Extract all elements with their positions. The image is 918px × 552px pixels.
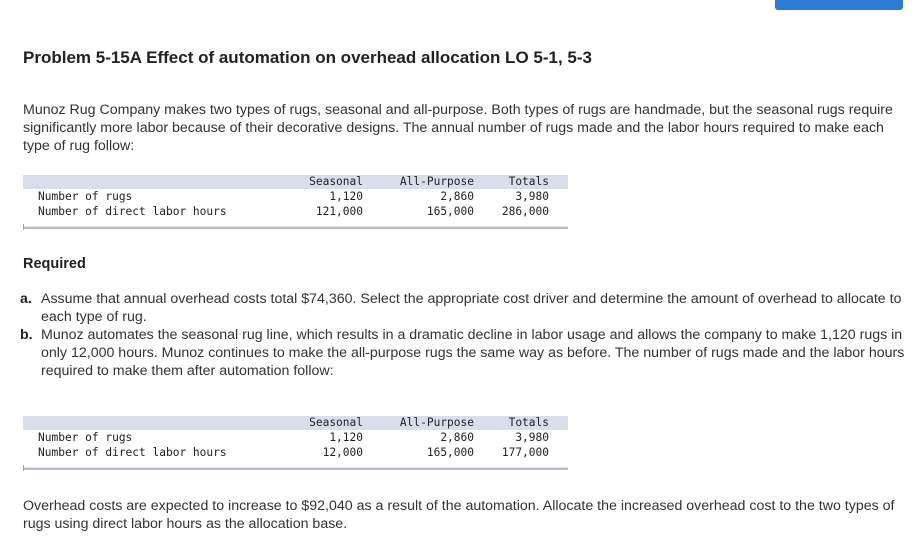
requirement-a (20, 290, 913, 326)
row-label: Number of rugs (38, 190, 133, 203)
cell-seasonal: 121,000 (315, 205, 363, 218)
header-totals: Totals (508, 175, 549, 188)
cell-all-purpose: 2,860 (440, 190, 474, 203)
rugs-table-before-automation (23, 175, 568, 233)
header-totals: Totals (508, 416, 549, 429)
requirements-list (20, 290, 913, 380)
header-all-purpose: All-Purpose (399, 175, 474, 188)
table-row (23, 446, 568, 461)
row-label: Number of rugs (38, 431, 133, 444)
closing-paragraph: Overhead costs are expected to increase to $92,040 as a result of the automation. Allocate the increased overhead cost to the two types of rugs using direct labor hours as the allocation base. (23, 498, 895, 532)
requirement-label: a. (20, 291, 32, 307)
row-label: Number of direct labor hours (38, 205, 227, 218)
cell-totals: 177,000 (501, 446, 549, 459)
table-header-row (23, 175, 568, 190)
cell-totals: 286,000 (501, 205, 549, 218)
cell-totals: 3,980 (515, 431, 549, 444)
cell-seasonal: 1,120 (329, 190, 363, 203)
header-seasonal: Seasonal (309, 175, 363, 188)
required-heading: Required (23, 256, 86, 272)
requirement-text: Munoz automates the seasonal rug line, which results in a dramatic decline in labor usage and allows the company to make 1,120 rugs in only 12,000 hours. Munoz continues to make the all-purpose rugs the same way as before. The number of rugs made and the labor hours required to make them after automation follow: (41, 327, 905, 379)
cell-all-purpose: 165,000 (426, 446, 474, 459)
table-row (23, 431, 568, 446)
requirement-b (20, 326, 913, 380)
header-seasonal: Seasonal (309, 416, 363, 429)
table-row (23, 205, 568, 220)
cell-seasonal: 1,120 (329, 431, 363, 444)
cell-all-purpose: 2,860 (440, 431, 474, 444)
page-title: Problem 5-15A Effect of automation on overhead allocation LO 5-1, 5-3 (23, 48, 592, 67)
table-header-row (23, 416, 568, 431)
top-action-button[interactable] (775, 0, 903, 10)
requirement-label: b. (20, 327, 33, 343)
row-label: Number of direct labor hours (38, 446, 227, 459)
cell-seasonal: 12,000 (322, 446, 363, 459)
cell-totals: 3,980 (515, 190, 549, 203)
rugs-table-after-automation (23, 416, 568, 474)
header-all-purpose: All-Purpose (399, 416, 474, 429)
requirement-text: Assume that annual overhead costs total $74,360. Select the appropriate cost driver and determine the amount of overhead to allocate to each type of rug. (41, 291, 902, 325)
cell-all-purpose: 165,000 (426, 205, 474, 218)
intro-paragraph: Munoz Rug Company makes two types of rugs, seasonal and all-purpose. Both types of rugs are handmade, but the seasonal rugs require significantly more labor because of their decorative designs. The annual number of rugs made and the labor hours required to make each type of rug follow: (23, 102, 893, 154)
table-row (23, 190, 568, 205)
table-bottom-rule (23, 226, 568, 229)
table-bottom-rule (23, 467, 568, 470)
